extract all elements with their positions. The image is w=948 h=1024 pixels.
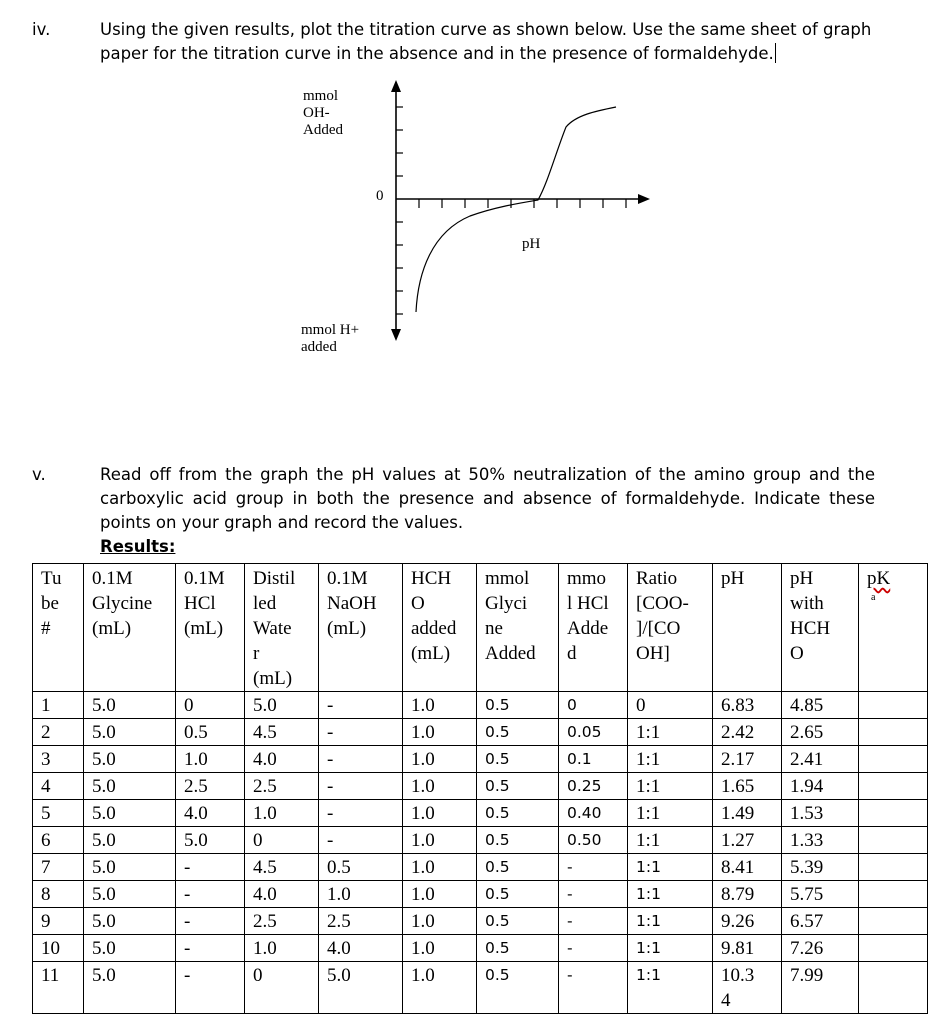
cell-hcho: 1.0 <box>403 881 477 908</box>
cell-pka <box>859 881 928 908</box>
item-v-instructions <box>100 463 875 559</box>
cell-hcho: 1.0 <box>403 962 477 1014</box>
cell-mmol-glycine: 0.5 <box>477 881 559 908</box>
cell-ratio: 1:1 <box>628 854 713 881</box>
cell-tube: 8 <box>33 881 84 908</box>
cell-pka <box>859 773 928 800</box>
cell-water: 2.5 <box>245 908 319 935</box>
item-v-line-1: Read off from the graph the pH values at 50% neutralization of the amino group and the <box>100 465 875 484</box>
cell-pka <box>859 746 928 773</box>
header-glycine: 0.1M Glycine (mL) <box>84 564 176 692</box>
cell-ph-with-hcho: 6.57 <box>782 908 859 935</box>
table-header-row <box>33 564 928 692</box>
cell-hcho: 1.0 <box>403 719 477 746</box>
cell-tube: 7 <box>33 854 84 881</box>
y-bottom-label-line-1: mmol H+ <box>301 322 360 338</box>
table-body <box>33 692 928 1014</box>
cell-ratio: 1:1 <box>628 773 713 800</box>
cell-ph-with-hcho: 7.26 <box>782 935 859 962</box>
cell-ratio: 1:1 <box>628 746 713 773</box>
cell-hcho: 1.0 <box>403 692 477 719</box>
header-hcl: 0.1M HCl (mL) <box>176 564 245 692</box>
cell-mmol-hcl: - <box>559 935 628 962</box>
table-row <box>33 854 928 881</box>
cell-tube: 9 <box>33 908 84 935</box>
cell-naoh: 5.0 <box>319 962 403 1014</box>
cell-ph: 2.42 <box>713 719 782 746</box>
cell-hcho: 1.0 <box>403 773 477 800</box>
cell-water: 0 <box>245 827 319 854</box>
cell-glycine: 5.0 <box>84 827 176 854</box>
cell-ph: 6.83 <box>713 692 782 719</box>
cell-mmol-glycine: 0.5 <box>477 827 559 854</box>
cell-naoh: 4.0 <box>319 935 403 962</box>
cell-tube: 11 <box>33 962 84 1014</box>
header-ph: pH <box>713 564 782 692</box>
header-ratio: Ratio [COO- ]/[CO OH] <box>628 564 713 692</box>
cell-hcl: 4.0 <box>176 800 245 827</box>
cell-ph-with-hcho: 5.75 <box>782 881 859 908</box>
cell-water: 0 <box>245 962 319 1014</box>
cell-hcho: 1.0 <box>403 908 477 935</box>
cell-tube: 4 <box>33 773 84 800</box>
cell-ratio: 1:1 <box>628 881 713 908</box>
cell-mmol-glycine: 0.5 <box>477 962 559 1014</box>
cell-tube: 2 <box>33 719 84 746</box>
cell-mmol-hcl: - <box>559 881 628 908</box>
y-bottom-label-line-2: added <box>301 339 337 355</box>
cell-water: 1.0 <box>245 800 319 827</box>
cell-ph-with-hcho: 4.85 <box>782 692 859 719</box>
table-row <box>33 962 928 1014</box>
cell-mmol-hcl: 0.40 <box>559 800 628 827</box>
cell-hcl: - <box>176 854 245 881</box>
y-axis-bottom-label <box>301 322 359 356</box>
header-mmol-hcl: mmo l HCl Adde d <box>559 564 628 692</box>
item-v-line-3: points on your graph and record the values. <box>100 513 464 532</box>
cell-naoh: - <box>319 719 403 746</box>
table-row <box>33 935 928 962</box>
cell-pka <box>859 719 928 746</box>
cell-ratio: 1:1 <box>628 908 713 935</box>
cell-hcl: 0 <box>176 692 245 719</box>
titration-curve <box>416 107 616 312</box>
cell-mmol-hcl: - <box>559 908 628 935</box>
cell-hcho: 1.0 <box>403 854 477 881</box>
cell-glycine: 5.0 <box>84 854 176 881</box>
x-axis-ticks <box>419 199 626 208</box>
cell-glycine: 5.0 <box>84 692 176 719</box>
y-axis-up-arrow <box>391 80 401 92</box>
cell-pka <box>859 692 928 719</box>
header-pka: pK a <box>859 564 928 692</box>
cell-glycine: 5.0 <box>84 881 176 908</box>
x-axis-label: pH <box>522 236 541 252</box>
cell-mmol-hcl: 0.25 <box>559 773 628 800</box>
table-row <box>33 908 928 935</box>
cell-pka <box>859 800 928 827</box>
cell-ph: 10.3 4 <box>713 962 782 1014</box>
item-v-line-2: carboxylic acid group in both the presence and absence of formaldehyde. Indicate these <box>100 489 875 508</box>
cell-ph: 9.81 <box>713 935 782 962</box>
cell-naoh: - <box>319 827 403 854</box>
cell-pka <box>859 827 928 854</box>
cell-glycine: 5.0 <box>84 800 176 827</box>
table-row <box>33 827 928 854</box>
cell-hcl: 5.0 <box>176 827 245 854</box>
header-hcho: HCH O added (mL) <box>403 564 477 692</box>
cell-mmol-hcl: - <box>559 962 628 1014</box>
cell-glycine: 5.0 <box>84 908 176 935</box>
cell-hcho: 1.0 <box>403 827 477 854</box>
cell-naoh: - <box>319 746 403 773</box>
cell-mmol-hcl: 0.50 <box>559 827 628 854</box>
cell-glycine: 5.0 <box>84 935 176 962</box>
cell-tube: 10 <box>33 935 84 962</box>
cell-ph-with-hcho: 5.39 <box>782 854 859 881</box>
item-v-marker: v. <box>32 465 46 484</box>
cell-naoh: - <box>319 692 403 719</box>
cell-ph: 1.65 <box>713 773 782 800</box>
y-axis-down-arrow <box>391 329 401 341</box>
table-row <box>33 746 928 773</box>
y-top-label-line-1: mmol <box>303 88 339 104</box>
table-row <box>33 881 928 908</box>
cell-ph: 2.17 <box>713 746 782 773</box>
cell-ratio: 1:1 <box>628 800 713 827</box>
cell-mmol-glycine: 0.5 <box>477 692 559 719</box>
cell-naoh: - <box>319 800 403 827</box>
cell-hcl: 1.0 <box>176 746 245 773</box>
cell-ph: 8.41 <box>713 854 782 881</box>
cell-water: 4.5 <box>245 719 319 746</box>
origin-label: 0 <box>376 188 384 204</box>
cell-naoh: 0.5 <box>319 854 403 881</box>
cell-hcl: 0.5 <box>176 719 245 746</box>
cell-ph-with-hcho: 1.33 <box>782 827 859 854</box>
item-iv-marker: iv. <box>32 20 51 39</box>
cell-hcl: - <box>176 881 245 908</box>
cell-tube: 1 <box>33 692 84 719</box>
cell-ph: 8.79 <box>713 881 782 908</box>
cell-ratio: 1:1 <box>628 935 713 962</box>
cell-water: 1.0 <box>245 935 319 962</box>
cell-mmol-glycine: 0.5 <box>477 746 559 773</box>
cell-ratio: 1:1 <box>628 827 713 854</box>
results-heading: Results: <box>100 537 176 556</box>
cell-mmol-glycine: 0.5 <box>477 935 559 962</box>
header-mmol-glycine: mmol Glyci ne Added <box>477 564 559 692</box>
cell-pka <box>859 935 928 962</box>
cell-ph-with-hcho: 1.94 <box>782 773 859 800</box>
header-naoh: 0.1M NaOH (mL) <box>319 564 403 692</box>
cell-naoh: 1.0 <box>319 881 403 908</box>
header-distilled-water: Distil led Wate r (mL) <box>245 564 319 692</box>
table-row <box>33 773 928 800</box>
cell-naoh: - <box>319 773 403 800</box>
cell-ph-with-hcho: 1.53 <box>782 800 859 827</box>
cell-mmol-glycine: 0.5 <box>477 800 559 827</box>
cell-pka <box>859 854 928 881</box>
cell-water: 4.5 <box>245 854 319 881</box>
cell-mmol-glycine: 0.5 <box>477 719 559 746</box>
cell-glycine: 5.0 <box>84 962 176 1014</box>
item-iv-line-1: Using the given results, plot the titration curve as shown below. Use the same sheet of graph <box>100 20 872 39</box>
cell-hcl: - <box>176 908 245 935</box>
cell-pka <box>859 908 928 935</box>
item-iv-line-2-text: paper for the titration curve in the absence and in the presence of formaldehyde. <box>100 44 774 63</box>
cell-glycine: 5.0 <box>84 719 176 746</box>
cell-ph-with-hcho: 2.41 <box>782 746 859 773</box>
cell-tube: 3 <box>33 746 84 773</box>
table-row <box>33 692 928 719</box>
cell-mmol-glycine: 0.5 <box>477 773 559 800</box>
y-top-label-line-2: OH- <box>303 105 330 121</box>
cell-mmol-hcl: 0.1 <box>559 746 628 773</box>
y-axis-ticks <box>396 107 403 314</box>
cell-ph-with-hcho: 2.65 <box>782 719 859 746</box>
cell-pka <box>859 962 928 1014</box>
cell-hcl: 2.5 <box>176 773 245 800</box>
cell-ph: 1.27 <box>713 827 782 854</box>
cell-mmol-hcl: - <box>559 854 628 881</box>
cell-hcl: - <box>176 935 245 962</box>
cell-glycine: 5.0 <box>84 773 176 800</box>
cell-ph: 9.26 <box>713 908 782 935</box>
cell-ratio: 1:1 <box>628 962 713 1014</box>
cell-ph: 1.49 <box>713 800 782 827</box>
cell-tube: 6 <box>33 827 84 854</box>
cell-hcho: 1.0 <box>403 935 477 962</box>
cell-water: 2.5 <box>245 773 319 800</box>
header-ph-with-hcho: pH with HCH O <box>782 564 859 692</box>
table-row <box>33 800 928 827</box>
cell-tube: 5 <box>33 800 84 827</box>
cell-ph-with-hcho: 7.99 <box>782 962 859 1014</box>
cell-ratio: 1:1 <box>628 719 713 746</box>
cell-hcl: - <box>176 962 245 1014</box>
x-axis-arrow <box>638 194 650 204</box>
cell-water: 4.0 <box>245 881 319 908</box>
cell-ratio: 0 <box>628 692 713 719</box>
cell-mmol-hcl: 0.05 <box>559 719 628 746</box>
cell-mmol-hcl: 0 <box>559 692 628 719</box>
cell-water: 4.0 <box>245 746 319 773</box>
cell-mmol-glycine: 0.5 <box>477 854 559 881</box>
y-axis-top-label <box>303 88 343 139</box>
results-table <box>32 563 928 1014</box>
titration-curve-sketch <box>0 0 948 430</box>
cell-glycine: 5.0 <box>84 746 176 773</box>
y-top-label-line-3: Added <box>303 122 343 138</box>
cell-hcho: 1.0 <box>403 800 477 827</box>
header-tube: Tu be # <box>33 564 84 692</box>
table-row <box>33 719 928 746</box>
cell-hcho: 1.0 <box>403 746 477 773</box>
cell-mmol-glycine: 0.5 <box>477 908 559 935</box>
cell-water: 5.0 <box>245 692 319 719</box>
cell-naoh: 2.5 <box>319 908 403 935</box>
